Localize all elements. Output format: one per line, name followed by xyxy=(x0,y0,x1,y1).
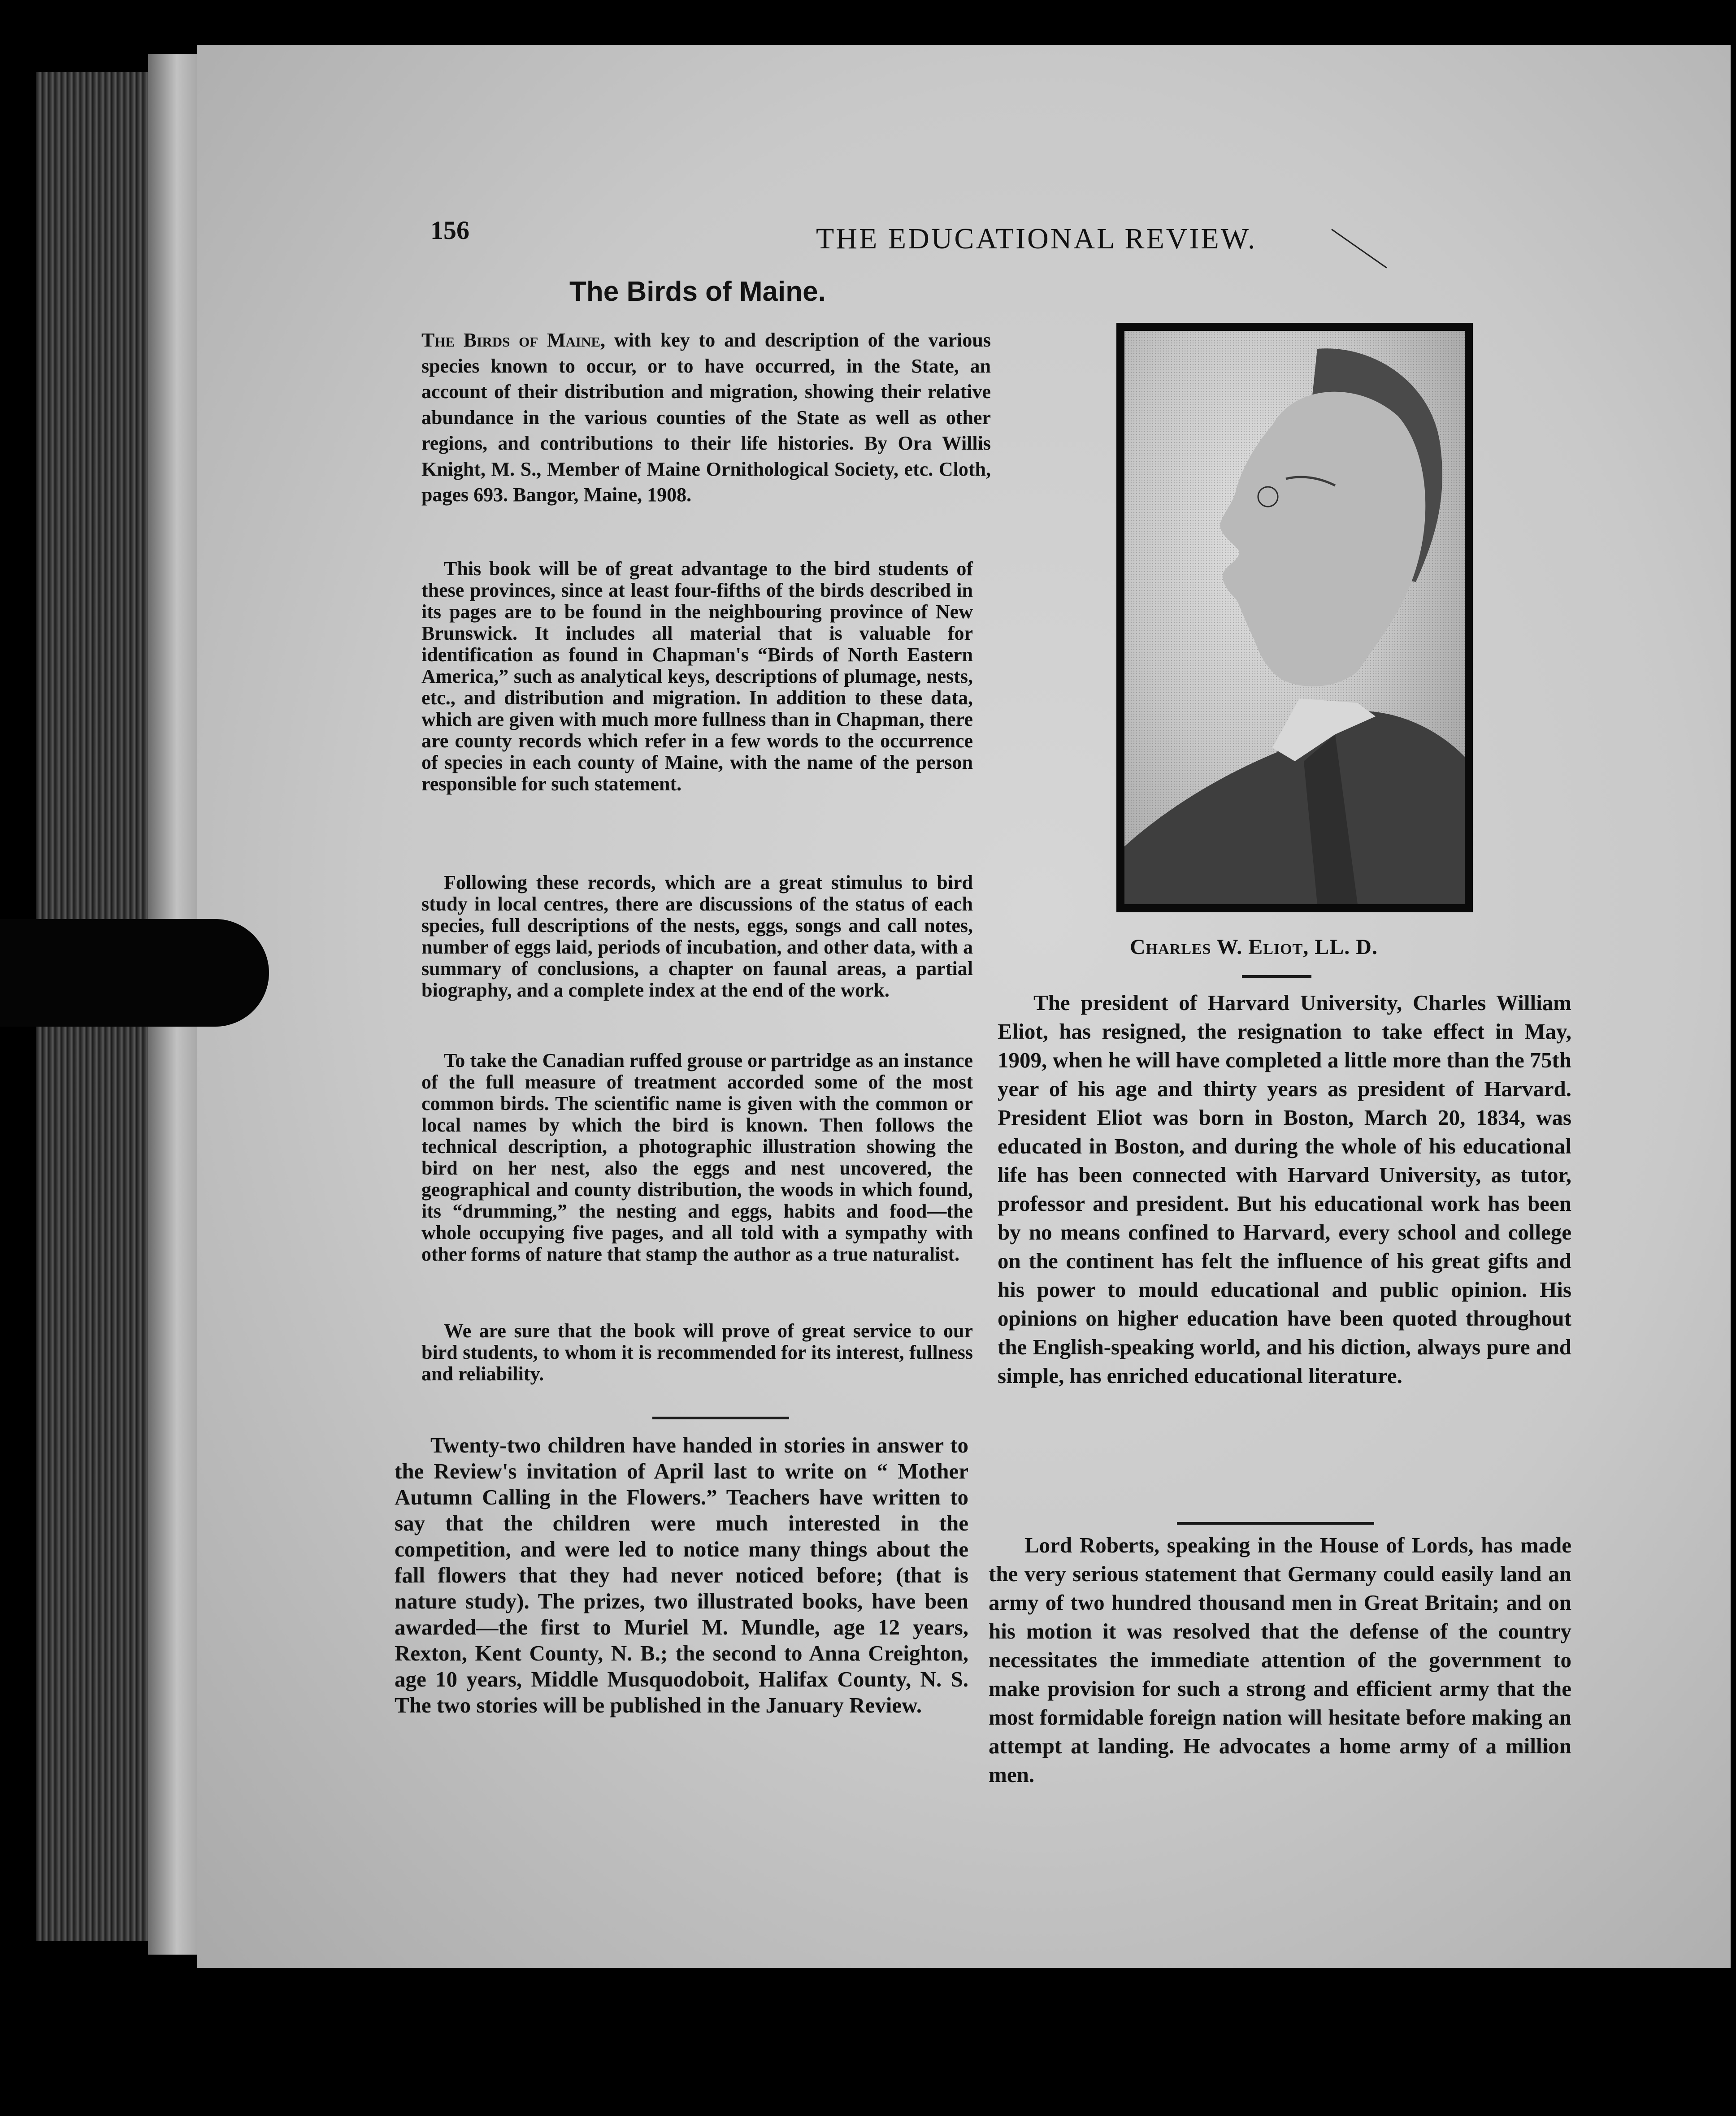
eliot-article: The president of Harvard University, Charles William Eliot, has resigned, the resignation to take effect in May, 1909, when he will have completed a little more than the 75th year of his age and thirty years as president of Harvard. President Eliot was born in Boston, March 20, 1834, was educated in Boston, and during the whole of his educational life has been connected with Harvard University, as tutor, professor and president. But his educational work has been by no means confined to Harvard, every school and college on the continent has felt the influence of his great gifts and his power to mould educational and public opinion. His opinions on higher education have been quoted throughout the English-speaking world, and his diction, always pure and simple, has enriched educational literature. xyxy=(998,990,1571,1388)
birds-article-title: The Birds of Maine. xyxy=(569,276,826,307)
portrait-figure xyxy=(1124,331,1465,904)
birds-paragraph-1: This book will be of great advantage to the bird students of these provinces, since at least four-fifths of the birds described in its pages are to be found in the neighbouring province of New Brunswick. It includes all material that is valuable for identification as found in Chapman's “Birds of North Eastern America,” such as analytical keys, descriptions of plumage, nests, etc., and distribution and migration. In addition to these data, which are given with much more fullness than in Chapman, there are county records which refer in a few words to the occurrence of species in each county of Maine, with the name of the person responsible for such statement. xyxy=(421,558,973,795)
caption-divider xyxy=(1242,975,1311,978)
birds-paragraph-4: We are sure that the book will prove of great service to our bird students, to whom it is recommended for its interest, fullness and reliability. xyxy=(421,1320,973,1385)
page-number: 156 xyxy=(430,216,469,245)
birds-bibliographic-entry xyxy=(421,327,991,508)
stories-notice: Twenty-two children have handed in stories in answer to the Review's invitation of April last to write on “ Mother Autumn Calling in the Flowers.” Teachers have written to say that the children were much interested in the competition, and were led to notice many things about the fall flowers that they had never noticed before; (that is nature study). The prizes, two illustrated books, have been awarded—the first to Muriel M. Mundle, age 12 years, Rexton, Kent County, N. B.; the second to Anna Creighton, age 10 years, Middle Musquodoboit, Halifax County, N. S. The two stories will be published in the January Review. xyxy=(395,1433,968,1717)
biblio-rest: , with key to and description of the various species known to occur, or to have occurred, in the State, an account of their distribution and migration, showing their relative abundance in the various counties of the State as well as other regions, and contributions to their life histories. By Ora Willis Knight, M. S., Member of Maine Ornithological Society, etc. Cloth, pages 693. Bangor, Maine, 1908. xyxy=(421,329,991,506)
thumb-shadow xyxy=(0,919,269,1027)
section-divider-right xyxy=(1177,1522,1374,1525)
biblio-lead: The Birds of Maine xyxy=(421,329,601,351)
portrait-caption xyxy=(1130,935,1378,959)
portrait-image xyxy=(1124,331,1465,904)
section-divider xyxy=(652,1417,789,1419)
caption-name: Charles W. Eliot xyxy=(1130,935,1303,959)
birds-paragraph-3: To take the Canadian ruffed grouse or partridge as an instance of the full measure of treatment accorded some of the most common birds. The scientific name is given with the common or local names by which the bird is known. Then follows the technical description, a photographic illustration showing the bird on her nest, also the eggs and nest uncovered, the geographical and county distribution, the woods in which found, its “drumming,” the nesting and eggs, habits and food—the whole occupying five pages, and all told with a sympathy with other forms of nature that stamp the author as a true naturalist. xyxy=(421,1049,973,1265)
portrait-photo xyxy=(1116,323,1473,912)
roberts-article: Lord Roberts, speaking in the House of Lords, has made the very serious statement that Germany could easily land an army of two hundred thousand men in Great Britain; and on his motion it was resolved that the defense of the country necessitates the immediate attention of the government to make provision for such a strong and efficient army that the most formidable foreign nation will hesitate before making an attempt at landing. He advocates a home army of a million men. xyxy=(989,1533,1571,1787)
journal-title: THE EDUCATIONAL REVIEW. xyxy=(816,222,1257,255)
caption-degree: , LL. D. xyxy=(1303,935,1378,959)
birds-paragraph-2: Following these records, which are a great stimulus to bird study in local centres, there are discussions of the status of each species, full descriptions of the nests, eggs, songs and call notes, number of eggs laid, periods of incubation, and other data, with a summary of conclusions, a chapter on faunal areas, a partial biography, and a complete index at the end of the work. xyxy=(421,872,973,1001)
